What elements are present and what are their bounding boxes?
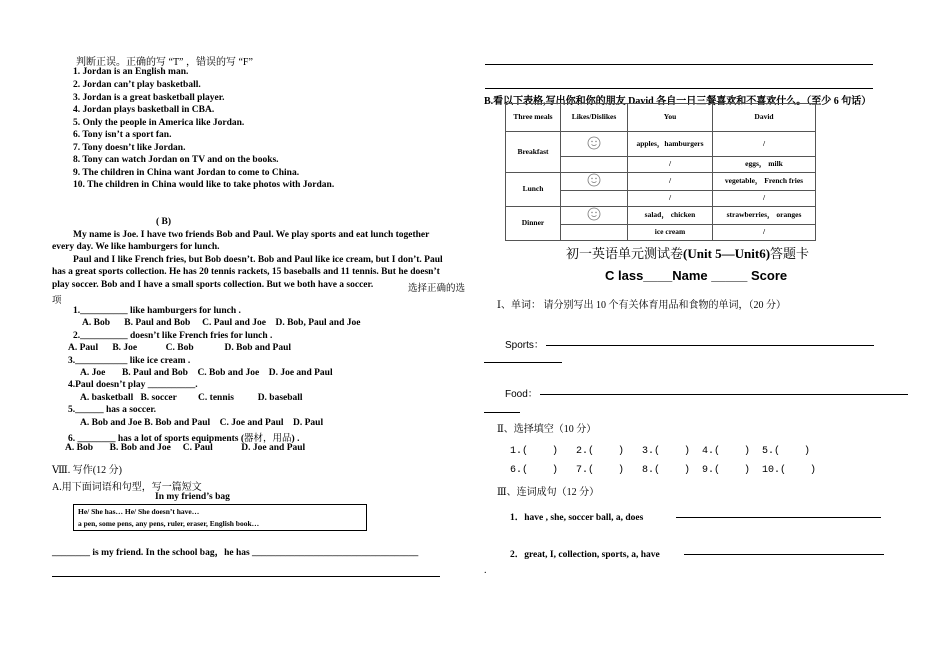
table-cell: strawberries， oranges — [713, 207, 816, 225]
sports-label: Sports： — [505, 340, 544, 351]
blanks-row[interactable]: 1.( ) 2.( ) 3.( ) 4.( ) 5.( ) — [510, 446, 811, 457]
smile-icon — [587, 173, 601, 187]
part1-title: Ⅰ、单词： 请分别写出 10 个有关体育用品和食物的单词，（20 分） — [497, 300, 786, 311]
list-item: 4. Jordan plays basketball in CBA. — [73, 105, 215, 115]
list-item: 6. Tony isn’t a sport fan. — [73, 130, 172, 140]
part2-title: Ⅱ、选择填空（10 分） — [497, 424, 597, 435]
writing-title: Ⅷ. 写作(12 分) — [52, 465, 122, 476]
table-header: Likes/Dislikes — [561, 104, 628, 132]
sentence-item: 2．great, I, collection, sports, a, have — [510, 550, 660, 560]
writing-start: ________ is my friend. In the school bag，he has ___________________________________ — [52, 548, 419, 558]
mc-question: 4.Paul doesn’t play __________. — [68, 380, 198, 390]
mc-options: A. Joe B. Paul and Bob C. Bob and Joe D. Joe and Paul — [80, 368, 333, 378]
word-box — [73, 504, 367, 531]
list-item: 7. Tony doesn’t like Jordan. — [73, 143, 186, 153]
mc-question: 6. ________ has a lot of sports equipments (器材，用品) . — [68, 434, 300, 444]
table-cell: / — [713, 225, 816, 241]
answer-card-title: 初一英语单元测试卷(Unit 5—Unit6)答题卡 — [566, 246, 810, 261]
table-header: David — [713, 104, 816, 132]
mc-options: A. Bob and Joe B. Bob and Paul C. Joe and Paul D. Paul — [80, 418, 324, 428]
list-item: 5. Only the people in America like Jordan. — [73, 118, 245, 128]
passage-line: Paul and I like French fries, but Bob doesn’t. Bob and Paul like ice cream, but I don’t. Paul — [73, 255, 443, 265]
mc-options: A. Paul B. Joe C. Bob D. Bob and Paul — [68, 343, 292, 353]
passage-line: has a great sports collection. He has 20 tennis rackets, 15 baseballs and 11 tennis. But he doesn’t — [52, 267, 440, 277]
writing-topic: In my friend’s bag — [155, 492, 230, 502]
tf-instruction: 判断正误。正确的写 “T” ，错误的写 “F” — [76, 57, 253, 68]
table-cell: / — [628, 191, 713, 207]
passage-line: play soccer. Bob and I have a small sports collection. But we both have a soccer. — [52, 280, 374, 290]
writing-instruction: A.用下面词语和句型，写一篇短文 — [52, 482, 202, 493]
answer-line[interactable] — [485, 88, 873, 89]
sentence-answer-line[interactable] — [684, 554, 884, 555]
table-cell: / — [713, 191, 816, 207]
passage-tail: 选择正确的选 — [408, 284, 466, 294]
table-cell: Lunch — [506, 173, 561, 207]
list-item: 2. Jordan can’t play basketball. — [73, 80, 201, 90]
table-cell: / — [628, 173, 713, 191]
list-item: 8. Tony can watch Jordan on TV and on the books. — [73, 155, 279, 165]
mc-question: 3.___________ like ice cream . — [68, 356, 191, 366]
mc-question: 2.__________ doesn’t like French fries for lunch . — [73, 331, 273, 341]
class-line: C lass____Name _____ Score — [605, 268, 788, 283]
section-b-title: B.看以下表格,写出你和你的朋友 David 各自一日三餐喜欢和不喜欢什么。（至少 6 句话） — [484, 96, 872, 107]
dislike-cell — [561, 225, 628, 241]
table-header: Three meals — [506, 104, 561, 132]
table-cell: vegetable， French fries — [713, 173, 816, 191]
mc-question: 1.__________ like hamburgers for lunch . — [73, 306, 241, 316]
list-item: 1. Jordan is an English man. — [73, 67, 189, 77]
table-cell: Breakfast — [506, 132, 561, 173]
section-b-label: ( B) — [156, 217, 172, 227]
table-cell: apples，hamburgers — [628, 132, 713, 157]
table-header: You — [628, 104, 713, 132]
like-icon-cell — [561, 132, 628, 157]
table-cell: ice cream — [628, 225, 713, 241]
table-cell: / — [628, 157, 713, 173]
sports-answer-line[interactable] — [484, 362, 562, 363]
mc-question: 5.______ has a soccer. — [68, 405, 157, 415]
mc-options: A. Bob B. Bob and Joe C. Paul D. Joe and Paul — [65, 443, 306, 453]
food-label: Food： — [505, 389, 538, 400]
sports-answer-line[interactable] — [546, 345, 874, 346]
part3-title: Ⅲ、连词成句（12 分） — [497, 487, 600, 498]
mc-options: A. basketball B. soccer C. tennis D. baseball — [80, 393, 303, 403]
word-box-line: He/ She has… He/ She doesn’t have… — [78, 507, 200, 516]
table-cell: / — [713, 132, 816, 157]
blanks-row[interactable]: 6.( ) 7.( ) 8.( ) 9.( ) 10.( ) — [510, 465, 817, 476]
passage-line: My name is Joe. I have two friends Bob and Paul. We play sports and eat lunch together — [73, 230, 430, 240]
dislike-cell — [561, 157, 628, 173]
passage-line: every day. We like hamburgers for lunch. — [52, 242, 220, 252]
sentence-answer-line[interactable] — [676, 517, 881, 518]
smile-icon — [587, 136, 601, 150]
like-icon-cell — [561, 207, 628, 225]
food-answer-line[interactable] — [484, 412, 520, 413]
like-icon-cell — [561, 173, 628, 191]
list-item: 3. Jordan is a great basketball player. — [73, 93, 225, 103]
answer-line[interactable] — [485, 64, 873, 65]
table-cell: eggs， milk — [713, 157, 816, 173]
answer-line[interactable] — [52, 576, 440, 577]
list-item: 9. The children in China want Jordan to come to China. — [73, 168, 300, 178]
trailing-dot: . — [484, 565, 487, 576]
sentence-item: 1．have , she, soccer ball, a, does — [510, 513, 644, 523]
table-cell: salad， chicken — [628, 207, 713, 225]
list-item: 10. The children in China would like to take photos with Jordan. — [73, 180, 335, 190]
word-box-line: a pen, some pens, any pens, ruler, eraser, English book… — [78, 519, 260, 528]
meals-table — [505, 103, 816, 241]
food-answer-line[interactable] — [540, 394, 908, 395]
passage-tail: 项 — [52, 296, 62, 306]
mc-options: A. Bob B. Paul and Bob C. Paul and Joe D. Bob, Paul and Joe — [82, 318, 361, 328]
smile-icon — [587, 207, 601, 221]
table-cell: Dinner — [506, 207, 561, 241]
dislike-cell — [561, 191, 628, 207]
